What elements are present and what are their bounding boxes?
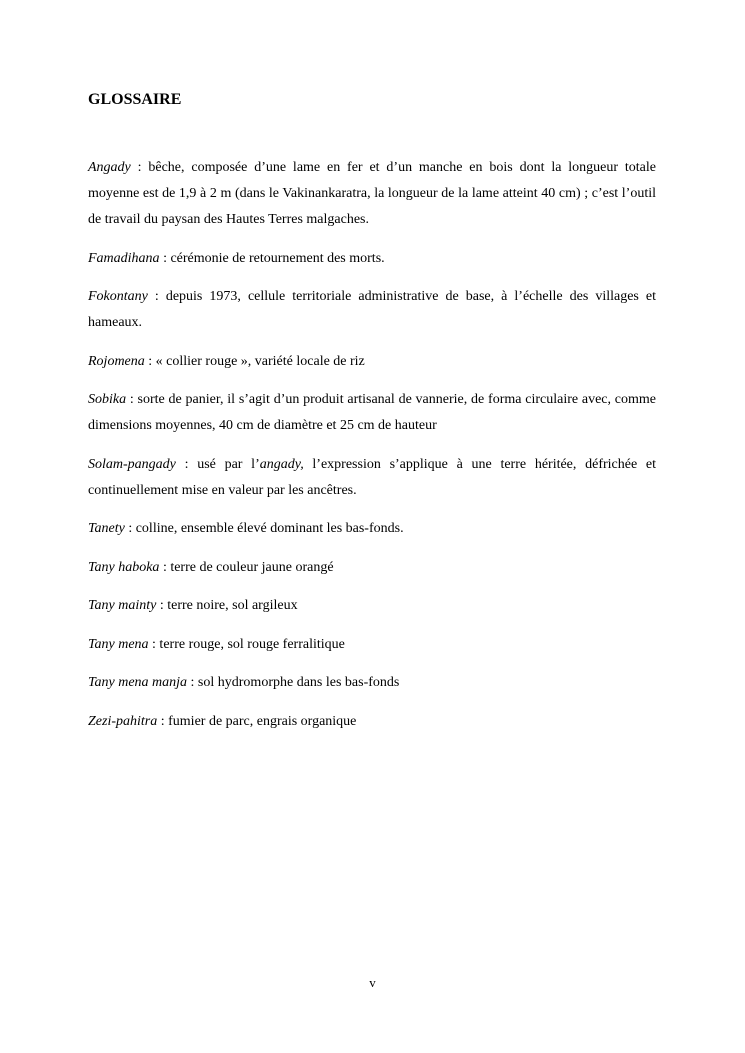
glossary-definition: : usé par l’ [175,456,260,472]
glossary-term: Sobika [88,392,127,407]
glossary-entry [88,632,656,658]
glossary-entry [88,387,656,439]
glossary-entry [88,284,656,336]
glossary-list [88,155,656,747]
glossary-entry [88,155,656,233]
glossary-definition: l’expression s’applique à une terre héritée, défrichée et continuellement mise en valeur par les ancêtres. [88,456,657,498]
glossary-definition: : fumier de parc, engrais organique [157,713,357,729]
glossary-definition: : « collier rouge », variété locale de riz [144,353,365,369]
glossary-definition: : terre rouge, sol rouge ferralitique [148,636,345,652]
glossary-term: Tany mena manja [88,675,188,690]
glossary-definition: : terre de couleur jaune orangé [159,559,334,575]
glossary-term: Tanety [88,521,125,536]
glossary-definition: : terre noire, sol argileux [156,598,298,613]
glossary-definition: : bêche, composée d’une lame en fer et d’un manche en bois dont la longueur totale moyenne est de 1,9 à 2 m (dans le Vakinankaratra, la longueur de la lame atteint 40 cm) ; c’est l’outil de travail du paysan des Hautes Terres malgaches. [88,160,656,227]
glossary-definition-italic: angady, [259,456,304,472]
glossary-entry [88,516,656,542]
glossary-entry [88,349,656,375]
glossary-definition: : sorte de panier, il s’agit d’un produit artisanal de vannerie, de forma circulaire avec, comme dimensions moyennes, 40 cm de diamètre et 25 cm de hauteur [88,392,656,433]
glossary-definition: : colline, ensemble élevé dominant les bas-fonds. [124,521,404,536]
glossary-definition: : cérémonie de retournement des morts. [159,250,385,266]
glossary-definition: : depuis 1973, cellule territoriale administrative de base, à l’échelle des villages et hameaux. [88,289,656,330]
glossary-entry [88,593,656,619]
glossary-entry [88,555,656,581]
glossary-term: Solam-pangady [88,456,176,472]
glossary-term: Tany mena [88,636,149,652]
glossary-term: Tany mainty [88,598,157,613]
glossary-term: Zezi-pahitra [88,713,158,729]
glossary-entry [88,670,656,696]
page-number: v [369,975,376,990]
glossary-entry [88,709,656,735]
glossary-term: Fokontany [88,289,148,304]
glossary-term: Rojomena [88,353,145,369]
glossary-term: Tany haboka [88,559,160,575]
glossary-entry [88,452,656,504]
glossary-term: Famadihana [88,250,160,266]
glossary-term: Angady [88,160,131,175]
glossary-entry [88,246,656,272]
glossary-definition: : sol hydromorphe dans les bas-fonds [187,675,400,690]
page-title: GLOSSAIRE [88,91,182,108]
